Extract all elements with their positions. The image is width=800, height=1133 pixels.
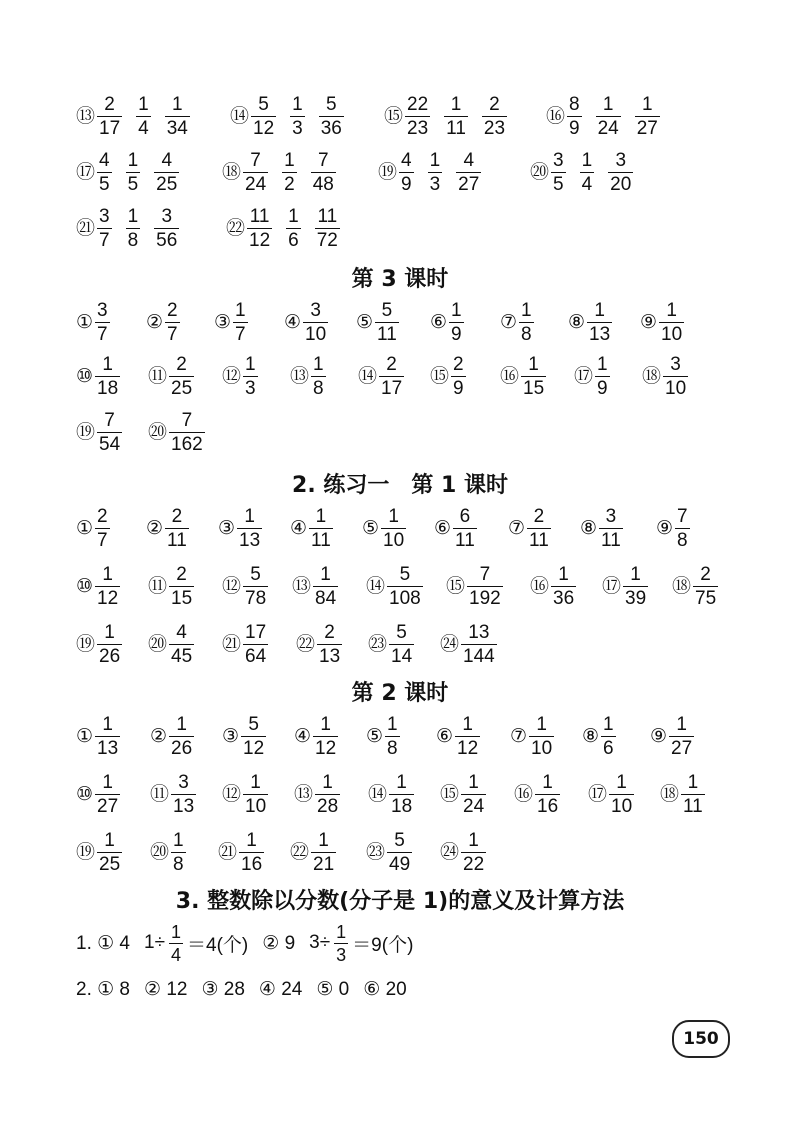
answer-item: ㉓ 5 49 [366,829,411,875]
answer-item: ㉔ 1 22 [440,829,485,875]
answer-item: ⑮ 22 23 1 11 2 23 [384,93,506,139]
answer-item: ㉒ 11 12 1 6 11 72 [226,205,338,251]
answer-item: ⑦ 1 10 [510,713,553,759]
answer-item: ⑲ 1 26 [76,621,121,667]
answer-item: ④ 1 12 [294,713,337,759]
answer-line-1: 1. ① 4 1÷ $\frac{1}{4}$ ＝4(个) ② 9 3÷ $\frac{1}{3}$ ＝9(个) [76,921,414,965]
answer-row [0,764,800,824]
answer-item: ⑤ 1 10 [362,505,405,551]
answer-item: ② 2 11 [146,505,187,551]
page-number: 150 [672,1020,730,1058]
answer-item: ⑱ 1 11 [660,771,703,817]
answer-item: ⑱ 2 75 [672,563,717,609]
answer-item: ⑬ 1 84 [292,563,337,609]
answer-item: ⑧ 1 13 [568,299,611,345]
answer-item: ③ 1 13 [218,505,261,551]
section-heading: 第 2 课时 [351,681,449,706]
answer-item: ⑭ 5 108 [366,563,421,609]
answer-item: ⑯ 8 9 1 24 1 27 [546,93,658,139]
answer-item: ⑬ 1 8 [290,353,324,399]
answer-item: ⑫ 1 10 [222,771,267,817]
answer-item: ㉒ 2 13 [296,621,341,667]
answer-item: ⑱ 3 10 [642,353,687,399]
section-heading: 2. 练习一 第 1 课时 [292,473,508,498]
answer-item: ⑰ 1 9 [574,353,608,399]
answer-row [0,822,800,882]
answer-row [0,498,800,558]
answer-item: ⑫ 5 78 [222,563,267,609]
answer-item: ⑮ 2 9 [430,353,464,399]
answer-item: ⑪ 2 15 [148,563,193,609]
answer-row [0,614,800,674]
answer-row [0,86,800,146]
answer-item: ⑳ 3 5 1 4 3 20 [530,149,632,195]
answer-item: ⑨ 1 27 [650,713,693,759]
section-heading: 第 3 课时 [351,267,449,292]
answer-item: ㉓ 5 14 [368,621,413,667]
answer-item: ⑨ 1 10 [640,299,683,345]
answer-item: ⑰ 1 10 [588,771,633,817]
answer-row [0,142,800,202]
answer-item: ⑯ 1 15 [500,353,545,399]
answer-item: ⑮ 1 24 [440,771,485,817]
answer-item: ⑰ 1 39 [602,563,647,609]
answer-item: ② 1 26 [150,713,193,759]
answer-item: ① 3 7 [76,299,108,345]
answer-item: ⑦ 2 11 [508,505,549,551]
answer-item: ⑲ 1 25 [76,829,121,875]
answer-item: ④ 3 10 [284,299,327,345]
answer-item: ⑧ 1 6 [582,713,614,759]
answer-item: ㉔ 13 144 [440,621,495,667]
answer-item: ② 2 7 [146,299,178,345]
answer-item: ⑦ 1 8 [500,299,532,345]
answer-item: ⑯ 1 36 [530,563,575,609]
answer-item: ⑥ 1 9 [430,299,462,345]
answer-item: ① 2 7 [76,505,108,551]
answer-item: ⑤ 1 8 [366,713,398,759]
answer-item: ⑰ 4 5 1 5 4 25 [76,149,178,195]
answer-item: ㉒ 1 21 [290,829,335,875]
answer-item: ⑳ 7 162 [148,409,203,455]
answer-item: ⑳ 4 45 [148,621,193,667]
answer-item: ⑪ 2 25 [148,353,193,399]
section-heading: 3. 整数除以分数(分子是 1)的意义及计算方法 [175,889,625,914]
answer-item: ③ 5 12 [222,713,265,759]
answer-item: ⑱ 7 24 1 2 7 48 [222,149,334,195]
answer-row [0,198,800,258]
answer-item: ⑥ 6 11 [434,505,475,551]
answer-item: ⑩ 1 12 [76,563,119,609]
answer-item: ⑥ 1 12 [436,713,479,759]
answer-item: ㉑ 1 16 [218,829,263,875]
answer-item: ⑩ 1 27 [76,771,119,817]
answer-item: ⑳ 1 8 [150,829,184,875]
answer-row [0,402,800,462]
answer-item: ⑭ 1 18 [368,771,413,817]
answer-item: ⑫ 1 3 [222,353,256,399]
answer-row [0,706,800,766]
answer-item: ③ 1 7 [214,299,246,345]
answer-item: ⑭ 2 17 [358,353,403,399]
answer-item: ⑲ 4 9 1 3 4 27 [378,149,480,195]
answer-item: ⑪ 3 13 [150,771,195,817]
answer-item: ⑭ 5 12 1 3 5 36 [230,93,342,139]
answer-item: ⑧ 3 11 [580,505,621,551]
answer-item: ④ 1 11 [290,505,331,551]
answer-item: ⑬ 1 28 [294,771,339,817]
answer-row [0,346,800,406]
answer-row [0,556,800,616]
answer-item: ㉑ 17 64 [222,621,267,667]
answer-item: ㉑ 3 7 1 8 3 56 [76,205,178,251]
answer-item: ⑤ 5 11 [356,299,397,345]
answer-item: ① 1 13 [76,713,119,759]
answer-item: ⑮ 7 192 [446,563,501,609]
answer-item: ⑬ 2 17 1 4 1 34 [76,93,188,139]
answer-item: ⑲ 7 54 [76,409,121,455]
answer-item: ⑩ 1 18 [76,353,119,399]
answer-row [0,292,800,352]
answer-item: ⑨ 7 8 [656,505,688,551]
answer-line-2: 2. ① 8 ② 12 ③ 28 ④ 24 ⑤ 0 ⑥ 20 [76,978,407,1000]
answer-item: ⑯ 1 16 [514,771,559,817]
